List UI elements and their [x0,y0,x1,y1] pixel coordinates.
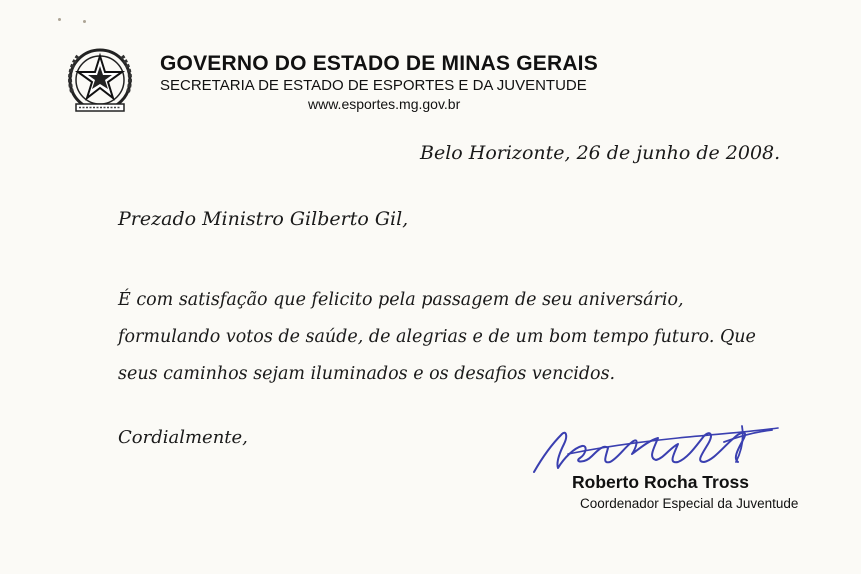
handwritten-signature [528,418,788,478]
body-line: formulando votos de saúde, de alegrias e de um bom tempo futuro. Que [118,327,756,347]
paper-speck [58,18,61,21]
signer-name: Roberto Rocha Tross [572,472,749,492]
body-line: seus caminhos sejam iluminados e os desafios vencidos. [118,364,616,384]
government-name: GOVERNO DO ESTADO DE MINAS GERAIS [160,52,598,75]
signer-title: Coordenador Especial da Juventude [580,496,799,511]
letterhead [160,52,640,113]
letter-body [118,282,778,393]
body-line: É com satisfação que felicito pela passagem de seu aniversário, [118,290,684,310]
letter-closing: Cordialmente, [118,427,248,448]
website-url: www.esportes.mg.gov.br [308,96,461,112]
letter-salutation: Prezado Ministro Gilberto Gil, [118,208,409,230]
minas-gerais-coat-of-arms-icon [62,42,138,122]
paper-speck [83,20,86,23]
letter-date: Belo Horizonte, 26 de junho de 2008. [420,142,781,164]
secretariat-name: SECRETARIA DE ESTADO DE ESPORTES E DA JUVENTUDE [160,77,587,94]
